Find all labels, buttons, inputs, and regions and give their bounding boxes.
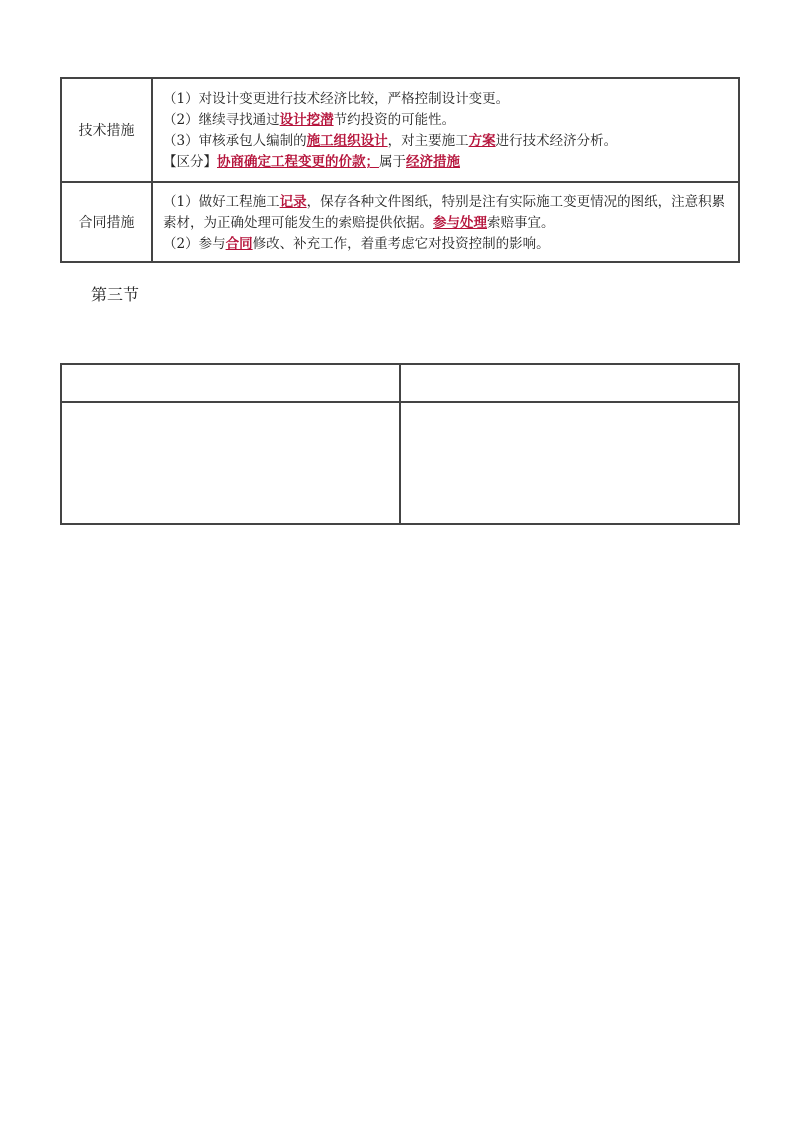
table-row [61,78,739,182]
text-segment: 索赔事宜。 [487,214,555,231]
table-header-row [61,364,739,402]
text-segment: ，对主要施工 [387,133,469,149]
highlighted-term: 经济措施 [406,154,460,170]
highlighted-term: 设计挖潜 [279,112,334,128]
content-line [163,110,730,131]
highlighted-term: 记录 [279,193,307,210]
text-segment: 修改、补充工作，着重考虑它对投资控制的影响。 [252,235,550,252]
text-segment: 【区分】 [163,154,217,170]
row-content [152,78,739,182]
highlighted-term: 参与处理 [433,214,487,231]
text-segment: ，保存各种文件图纸，特别是注有实际施工变更情况的图纸，注意积累素材，为正确处理可能发生的索赔提供依据。 [163,193,726,231]
text-segment: 属于 [379,154,406,170]
highlighted-term: 方案 [468,133,496,149]
row-content [152,182,739,262]
table-cell [61,364,400,402]
measures-table [60,77,740,263]
text-segment: 节约投资的可能性。 [333,112,456,128]
table-cell [61,402,400,524]
content-line [163,192,730,234]
text-segment: （2）继续寻找通过 [163,112,280,128]
content-line [163,234,730,255]
highlighted-term: 协商确定工程变更的价款； [217,154,379,170]
row-label: 技术措施 [61,78,152,182]
table-cell [400,402,739,524]
highlighted-term: 合同 [225,235,253,252]
text-segment: 进行技术经济分析。 [495,133,618,149]
table-row [61,182,739,262]
text-segment: （3）审核承包人编制的 [163,133,307,149]
section-title: 第三节 [91,285,140,304]
text-segment: （1）对设计变更进行技术经济比较，严格控制设计变更。 [163,91,510,107]
row-label: 合同措施 [61,182,152,262]
text-segment: （2）参与 [163,235,226,252]
content-line [163,89,730,110]
table-cell [400,364,739,402]
content-line [163,152,730,173]
text-segment: （1）做好工程施工 [163,193,280,210]
content-line [163,131,730,152]
empty-table [60,363,740,525]
highlighted-term: 施工组织设计 [306,133,388,149]
table-row [61,402,739,524]
